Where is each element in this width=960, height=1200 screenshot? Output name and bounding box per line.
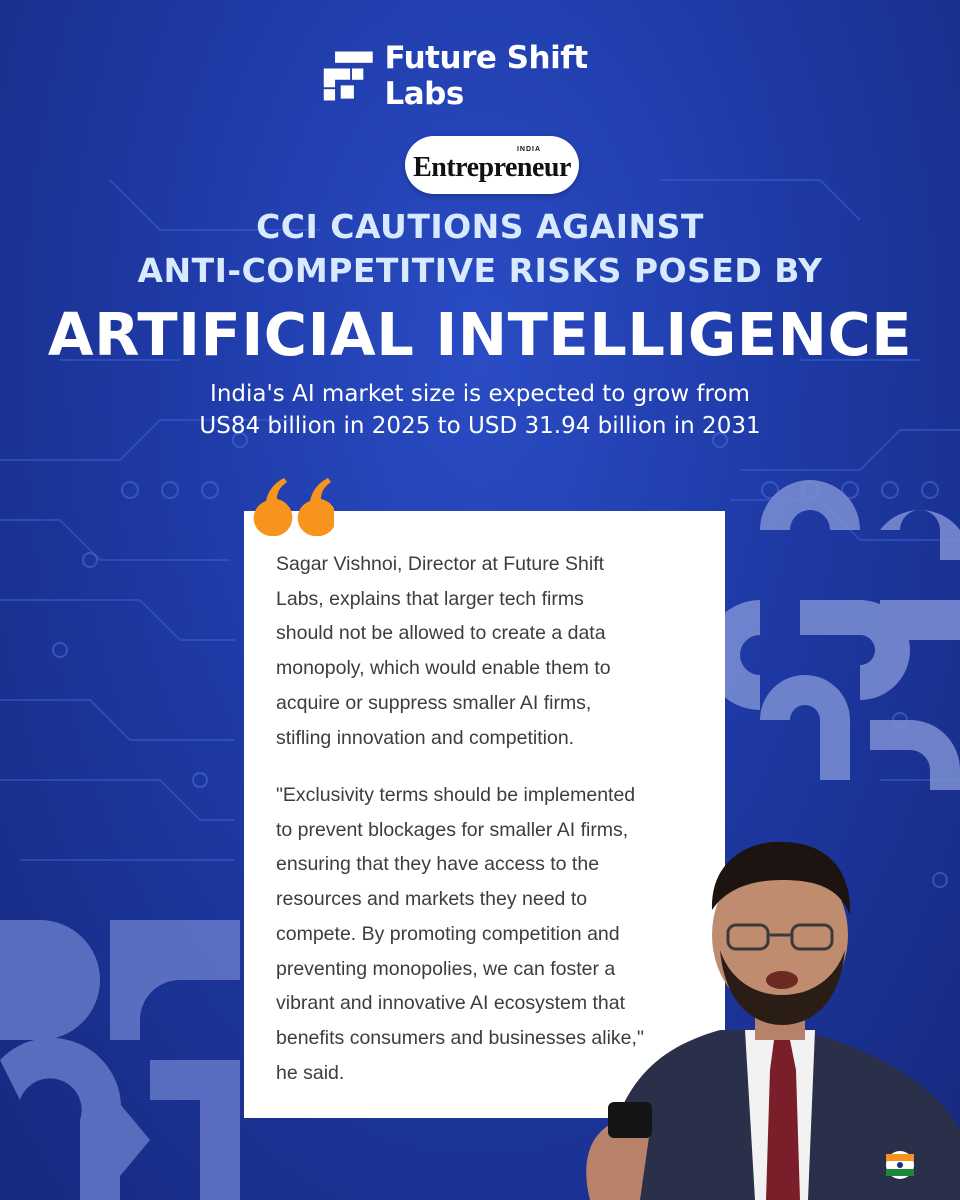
quote-line: ensuring that they have access to the <box>276 853 600 876</box>
publication-edition: INDIA <box>516 146 541 153</box>
quote-line: preventing monopolies, we can foster a <box>276 957 616 980</box>
quote-icon <box>252 478 334 536</box>
quote-line: should not be allowed to create a data <box>276 622 606 645</box>
speaker-photo <box>560 830 960 1200</box>
quote-paragraph-1 <box>276 547 716 755</box>
headline-line-1: CCI CAUTIONS AGAINST <box>256 207 704 246</box>
headline-line-2: ANTI-COMPETITIVE RISKS POSED BY <box>137 251 823 290</box>
publication-name: Entrepreneur <box>413 152 571 183</box>
quote-line: compete. By promoting competition and <box>276 922 620 945</box>
subheadline-line-1: India's AI market size is expected to grow from <box>210 381 750 407</box>
quote-line: resources and markets they need to <box>276 888 588 911</box>
headline-line-3: ARTIFICIAL INTELLIGENCE <box>47 300 913 369</box>
publication-badge <box>405 136 579 194</box>
brand-name: Future Shift Labs <box>384 40 588 112</box>
quote-line: benefits consumers and businesses alike," <box>276 1026 644 1049</box>
quote-line: to prevent blockages for smaller AI firms, <box>276 818 629 841</box>
brand-logo <box>320 40 660 112</box>
quote-line: monopoly, which would enable them to <box>276 657 611 680</box>
future-shift-labs-logo-icon <box>320 46 376 106</box>
subheadline-line-2: US84 billion in 2025 to USD 31.94 billion in 2031 <box>199 413 761 439</box>
quote-line: he said. <box>276 1061 345 1084</box>
quote-line: "Exclusivity terms should be implemented <box>276 784 636 806</box>
quote-line: Labs, explains that larger tech firms <box>276 587 584 610</box>
quote-line: Sagar Vishnoi, Director at Future Shift <box>276 553 605 575</box>
quote-line: acquire or suppress smaller AI firms, <box>276 691 592 714</box>
quote-line: stifling innovation and competition. <box>276 726 575 749</box>
quote-line: vibrant and innovative AI ecosystem that <box>276 992 626 1015</box>
